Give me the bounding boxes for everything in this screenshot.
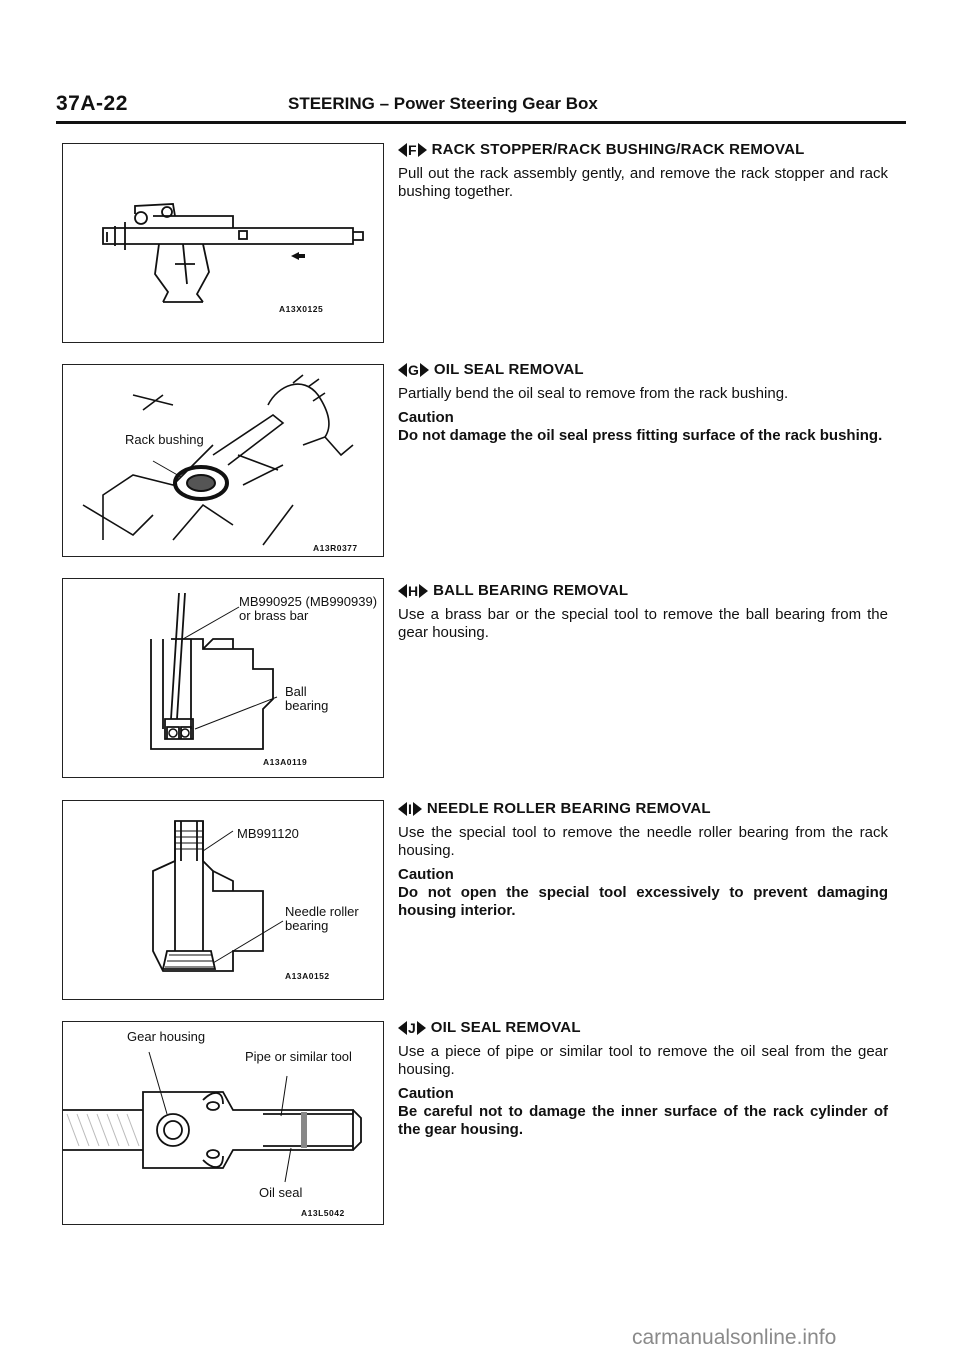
figure-code: A13X0125 (279, 304, 324, 314)
section-title-text: OIL SEAL REMOVAL (433, 361, 584, 378)
page-number: 37A-22 (56, 92, 128, 115)
figure-code: A13L5042 (301, 1208, 345, 1218)
label-bearing: bearing (285, 698, 329, 713)
section-body: Partially bend the oil seal to remove from the rack bushing. (398, 385, 789, 402)
label-pipe-tool: Pipe or similar tool (245, 1049, 352, 1064)
section-title-text: NEEDLE ROLLER BEARING REMOVAL (426, 800, 711, 817)
page-header (56, 92, 904, 122)
figure-rack-removal (62, 143, 384, 343)
rack-bushing-illustration (63, 365, 383, 556)
label-rack-bushing: Rack bushing (125, 432, 204, 447)
figure-code: A13R0377 (313, 543, 358, 553)
figure-ball-bearing-removal (62, 578, 384, 778)
watermark-link[interactable]: carmanualsonline.info (632, 1326, 837, 1349)
step-badge-icon: F (398, 142, 427, 158)
label-gear-housing: Gear housing (127, 1029, 206, 1044)
caution-text: Do not open the special tool excessively to prevent damaging housing interior. (398, 884, 888, 919)
step-badge-icon: H (398, 583, 428, 599)
figure-code: A13A0152 (285, 971, 330, 981)
figure-needle-roller-bearing (62, 800, 384, 1000)
label-tool-number: MB990925 (MB990939) (239, 594, 378, 609)
section-title-text: OIL SEAL REMOVAL (430, 1019, 581, 1036)
page-title: STEERING – Power Steering Gear Box (288, 94, 598, 113)
section-j-oil-seal-removal (398, 1019, 888, 1139)
caution-text: Do not damage the oil seal press fitting surface of the rack bushing. (398, 427, 883, 444)
section-title (398, 1019, 888, 1037)
needle-roller-illustration (63, 801, 383, 999)
label-oil-seal: Oil seal (259, 1185, 303, 1200)
label-bearing: bearing (285, 918, 329, 933)
section-title-text: RACK STOPPER/RACK BUSHING/RACK REMOVAL (431, 141, 805, 158)
figure-oil-seal-rack-bushing (62, 364, 384, 557)
header-rule (56, 121, 906, 124)
section-h-ball-bearing-removal (398, 582, 888, 642)
caution-text: Be careful not to damage the inner surface of the rack cylinder of the gear housing. (398, 1103, 888, 1138)
section-body: Use the special tool to remove the needle roller bearing from the rack housing. (398, 824, 888, 859)
step-badge-icon: G (398, 362, 429, 378)
section-f-rack-removal (398, 141, 888, 201)
label-tool-number: MB991120 (237, 826, 299, 841)
caution-label: Caution (398, 866, 454, 883)
caution-label: Caution (398, 1085, 454, 1102)
label-brass-bar: or brass bar (239, 608, 309, 623)
figure-code: A13A0119 (263, 757, 308, 767)
section-title (398, 582, 888, 600)
section-title-text: BALL BEARING REMOVAL (433, 582, 629, 599)
section-i-needle-roller-removal (398, 800, 888, 920)
step-badge-icon: I (398, 801, 422, 817)
section-title (398, 800, 888, 818)
section-g-oil-seal-removal (398, 361, 888, 445)
figure-gear-housing-oil-seal (62, 1021, 384, 1225)
caution-label: Caution (398, 409, 454, 426)
label-needle-roller: Needle roller (285, 904, 359, 919)
label-ball: Ball (285, 684, 307, 699)
section-body: Use a brass bar or the special tool to remove the ball bearing from the gear housing. (398, 606, 888, 641)
section-title (398, 361, 888, 379)
section-body: Pull out the rack assembly gently, and remove the rack stopper and rack bushing together. (398, 165, 888, 200)
section-body: Use a piece of pipe or similar tool to remove the oil seal from the gear housing. (398, 1043, 888, 1078)
rack-assembly-illustration (63, 144, 383, 342)
section-title (398, 141, 888, 159)
step-badge-icon: J (398, 1020, 426, 1036)
